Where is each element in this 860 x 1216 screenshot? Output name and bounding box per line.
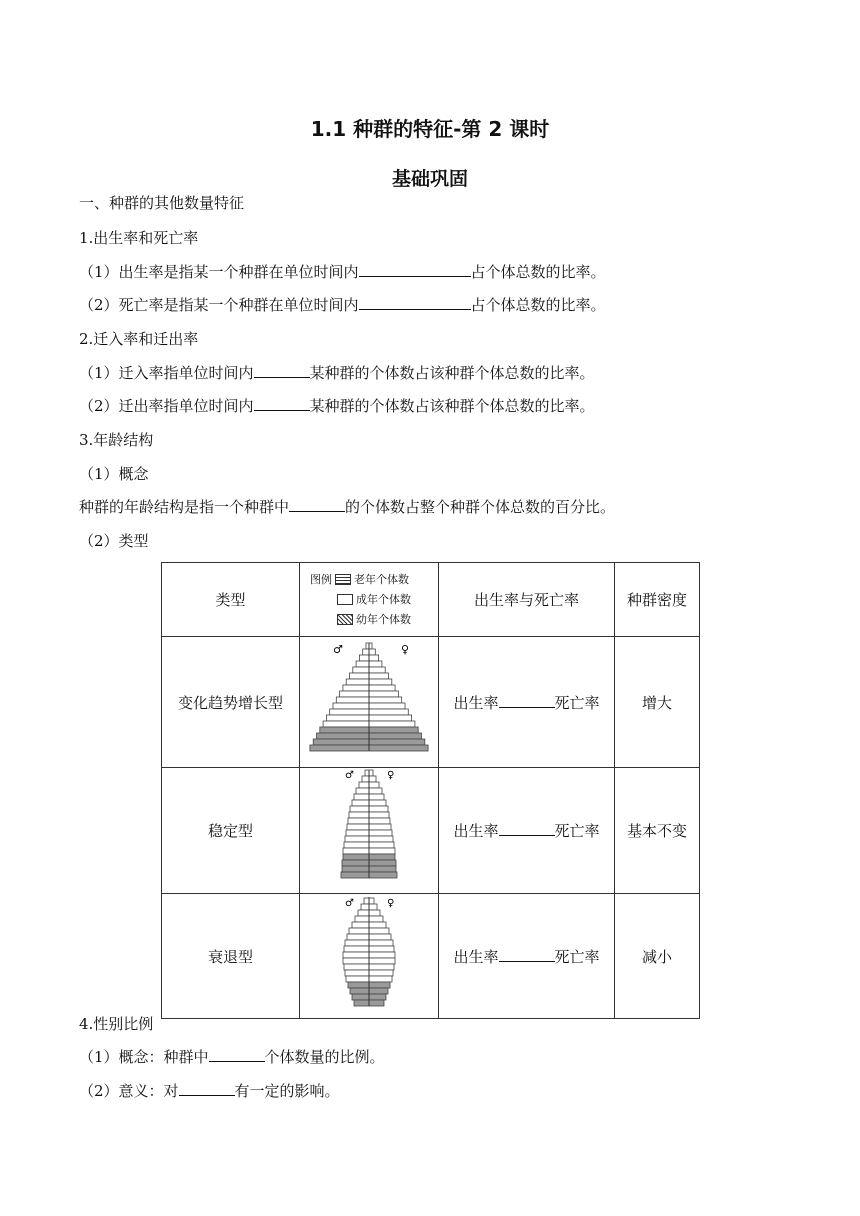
page-title: 1.1 种群的特征-第 2 课时 — [310, 117, 550, 141]
question-text: 的个体数占整个种群个体总数的百分比。 — [345, 498, 616, 516]
legend-cell — [300, 563, 439, 637]
table-row — [162, 894, 700, 1019]
rate-cell — [439, 637, 615, 768]
section-heading: 一、种群的其他数量特征 — [79, 194, 245, 212]
age-concept-question — [79, 497, 615, 517]
birth-rate-label: 出生率 — [453, 822, 499, 840]
answer-blank[interactable] — [179, 1081, 235, 1096]
table-header-row — [162, 563, 700, 637]
female-symbol: ♀ — [387, 898, 395, 909]
question-text: 占个体总数的比率。 — [470, 296, 606, 314]
death-rate-label: 死亡率 — [554, 822, 600, 840]
female-symbol: ♀ — [387, 770, 395, 781]
legend-old: 老年个体数 — [354, 572, 409, 586]
question-text: 占个体总数的比率。 — [470, 263, 606, 281]
question-text: （2）死亡率是指某一个种群在单位时间内 — [79, 296, 359, 314]
question-text: （2）意义：对 — [79, 1082, 179, 1100]
density-growth: 增大 — [615, 637, 700, 768]
birth-rate-label: 出生率 — [453, 947, 499, 966]
table-row — [162, 768, 700, 894]
sex-ratio-heading: 4.性别比例 — [79, 1015, 154, 1033]
rate-cell — [439, 894, 615, 1019]
male-symbol: ♂ — [345, 898, 354, 909]
migration-heading: 2.迁入率和迁出率 — [79, 330, 199, 348]
sex-concept-question — [79, 1047, 385, 1067]
sex-meaning-question — [79, 1081, 340, 1101]
question-text: （1）概念：种群中 — [79, 1048, 209, 1066]
emigration-question — [79, 396, 595, 416]
birth-rate-label: 出生率 — [453, 693, 499, 712]
male-symbol: ♂ — [333, 643, 343, 656]
question-text: 有一定的影响。 — [234, 1082, 340, 1100]
birth-rate-question — [79, 262, 606, 282]
death-rate-label: 死亡率 — [554, 947, 600, 966]
rate-cell — [439, 768, 615, 894]
type-decline: 衰退型 — [162, 894, 300, 1019]
old-swatch-icon — [335, 574, 351, 585]
answer-blank[interactable] — [499, 947, 555, 962]
age-types-label: （2）类型 — [79, 532, 149, 550]
young-swatch-icon — [337, 614, 353, 625]
death-rate-question — [79, 295, 606, 315]
table-row — [162, 637, 700, 768]
question-text: 某种群的个体数占该种群个体总数的比率。 — [309, 364, 595, 382]
answer-blank[interactable] — [499, 821, 555, 836]
pyramid-cell — [300, 768, 439, 894]
question-text: 个体数量的比例。 — [264, 1048, 385, 1066]
decline-pyramid-icon — [301, 894, 437, 1014]
answer-blank[interactable] — [359, 295, 471, 310]
age-structure-table — [161, 562, 700, 1019]
answer-blank[interactable] — [499, 693, 555, 708]
density-stable: 基本不变 — [615, 768, 700, 894]
growth-pyramid-icon — [301, 637, 437, 763]
death-rate-label: 死亡率 — [554, 693, 600, 712]
header-density: 种群密度 — [615, 563, 700, 637]
immigration-question — [79, 363, 595, 383]
female-symbol: ♀ — [401, 643, 410, 656]
header-type: 类型 — [162, 563, 300, 637]
answer-blank[interactable] — [209, 1047, 265, 1062]
answer-blank[interactable] — [359, 262, 471, 277]
header-rate: 出生率与死亡率 — [439, 563, 615, 637]
stable-pyramid-icon — [301, 768, 437, 889]
question-text: （1）迁入率指单位时间内 — [79, 364, 254, 382]
legend — [300, 570, 438, 630]
adult-swatch-icon — [337, 594, 353, 605]
section-subtitle: 基础巩固 — [391, 168, 468, 190]
density-decline: 减小 — [615, 894, 700, 1019]
question-text: （1）出生率是指某一个种群在单位时间内 — [79, 263, 359, 281]
legend-title: 图例 — [310, 572, 332, 586]
pyramid-cell — [300, 637, 439, 768]
legend-adult: 成年个体数 — [356, 592, 411, 606]
pyramid-cell — [300, 894, 439, 1019]
type-stable: 稳定型 — [162, 768, 300, 894]
type-growth: 变化趋势增长型 — [162, 637, 300, 768]
age-structure-heading: 3.年龄结构 — [79, 431, 154, 449]
question-text: 种群的年龄结构是指一个种群中 — [79, 498, 290, 516]
male-symbol: ♂ — [345, 770, 354, 781]
legend-young: 幼年个体数 — [356, 612, 411, 626]
question-text: 某种群的个体数占该种群个体总数的比率。 — [309, 397, 595, 415]
answer-blank[interactable] — [254, 363, 310, 378]
birth-death-heading: 1.出生率和死亡率 — [79, 229, 199, 247]
answer-blank[interactable] — [254, 396, 310, 411]
answer-blank[interactable] — [289, 497, 345, 512]
age-concept-label: （1）概念 — [79, 465, 149, 483]
question-text: （2）迁出率指单位时间内 — [79, 397, 254, 415]
